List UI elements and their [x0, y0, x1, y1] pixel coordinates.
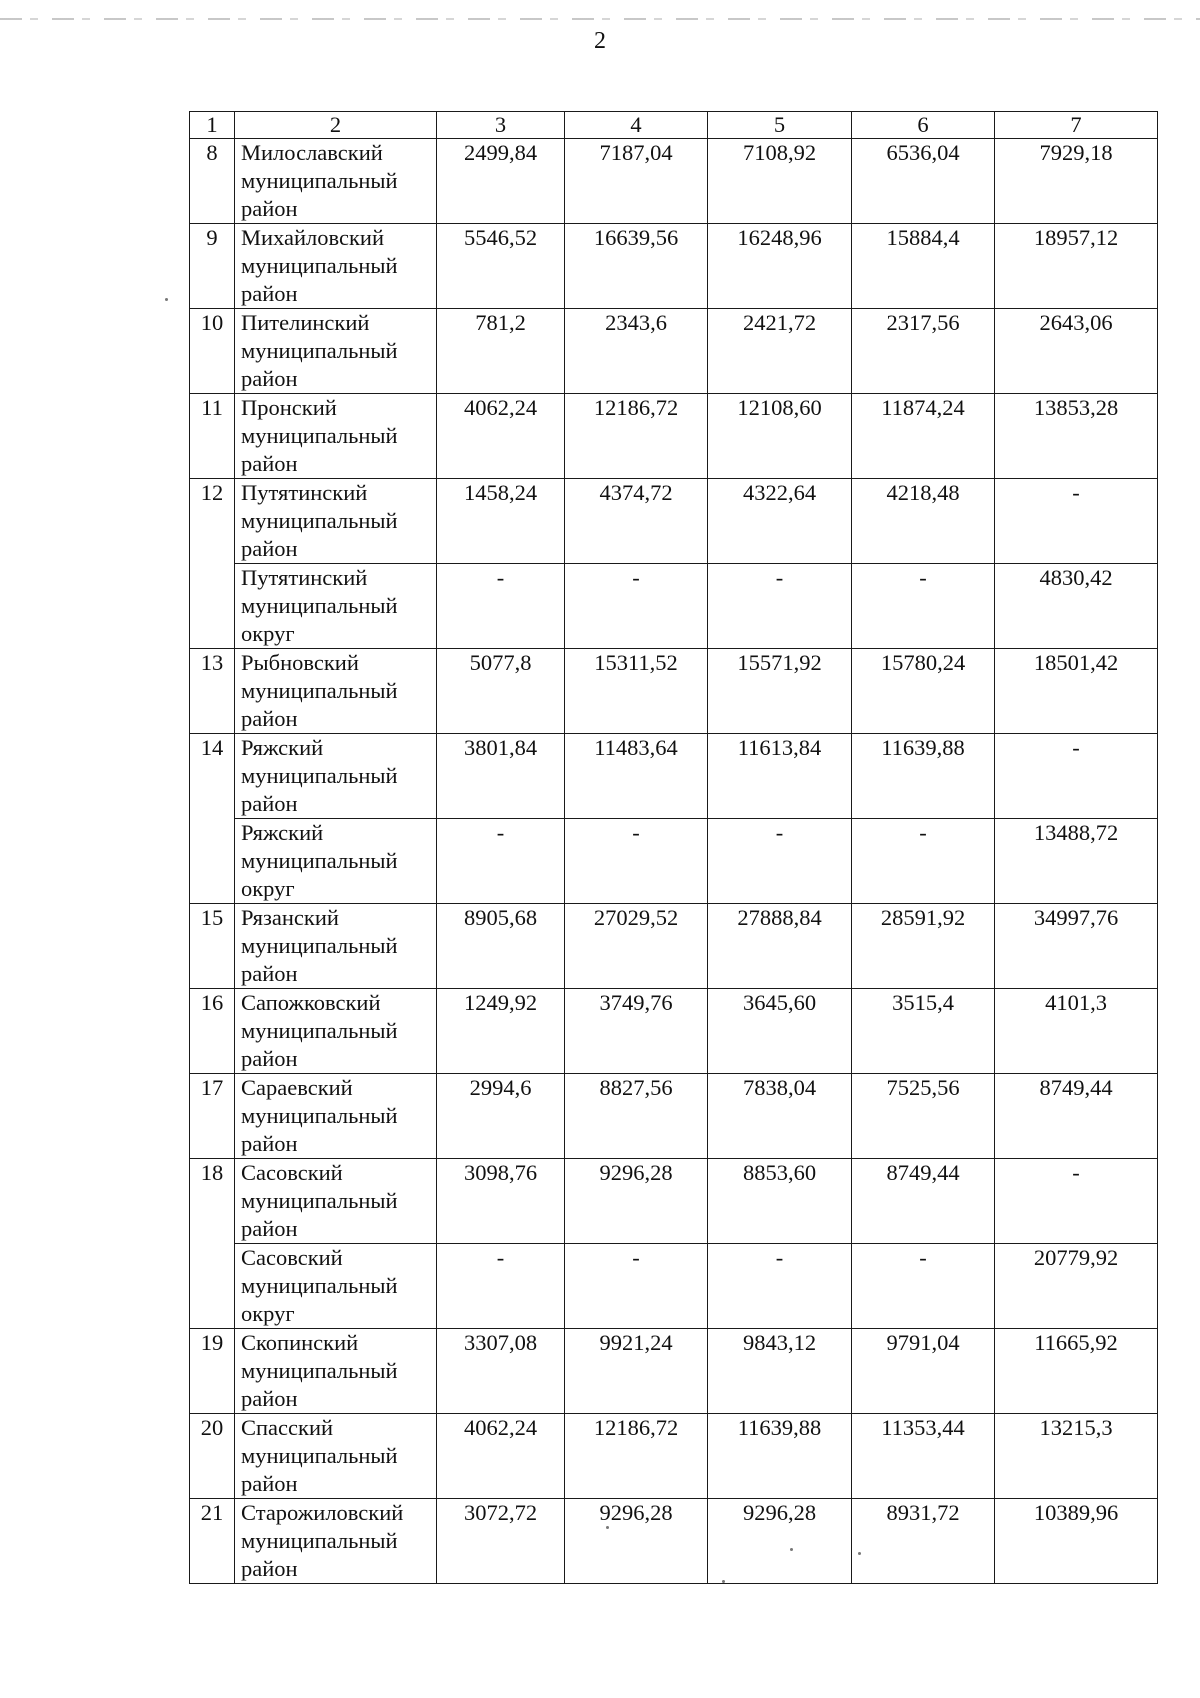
value-cell-col4: 12186,72 — [565, 1414, 708, 1499]
value-cell-col7: 13215,3 — [995, 1414, 1158, 1499]
value-cell-col4: 3749,76 — [565, 989, 708, 1074]
municipality-name-line: муниципальный — [241, 1528, 398, 1553]
row-number: 17 — [190, 1074, 235, 1159]
scan-speck — [606, 1526, 609, 1529]
municipality-name — [235, 819, 437, 904]
value-cell-col7: 7929,18 — [995, 139, 1158, 224]
municipality-name-line: муниципальный — [241, 1188, 398, 1213]
value-cell-col6: 28591,92 — [852, 904, 995, 989]
value-cell-col7: 2643,06 — [995, 309, 1158, 394]
value-cell-col5: 27888,84 — [708, 904, 852, 989]
value-cell-col4: - — [565, 1244, 708, 1329]
municipality-name-line: муниципальный — [241, 763, 398, 788]
value-cell-col7: 34997,76 — [995, 904, 1158, 989]
municipality-name — [235, 1244, 437, 1329]
value-cell-col7: - — [995, 1159, 1158, 1244]
value-cell-col6: 2317,56 — [852, 309, 995, 394]
municipality-name-line: Путятинский — [241, 480, 368, 505]
scan-speck — [722, 1580, 725, 1583]
value-cell-col3: 1458,24 — [437, 479, 565, 564]
table-row — [190, 394, 1158, 479]
row-number: 18 — [190, 1159, 235, 1329]
value-cell-col3: 8905,68 — [437, 904, 565, 989]
table-row — [190, 1499, 1158, 1584]
value-cell-col6: 6536,04 — [852, 139, 995, 224]
row-number: 16 — [190, 989, 235, 1074]
value-cell-col6: 7525,56 — [852, 1074, 995, 1159]
municipality-name-line: округ — [241, 621, 295, 646]
value-cell-col5: 16248,96 — [708, 224, 852, 309]
row-number: 10 — [190, 309, 235, 394]
row-number: 13 — [190, 649, 235, 734]
scan-speck — [858, 1552, 861, 1555]
municipality-name-line: муниципальный — [241, 848, 398, 873]
value-cell-col3: - — [437, 1244, 565, 1329]
municipality-name-line: Сасовский — [241, 1245, 343, 1270]
column-header: 4 — [565, 112, 708, 139]
value-cell-col7: 20779,92 — [995, 1244, 1158, 1329]
value-cell-col4: - — [565, 564, 708, 649]
value-cell-col3: 4062,24 — [437, 394, 565, 479]
value-cell-col4: 15311,52 — [565, 649, 708, 734]
municipality-name-line: муниципальный — [241, 253, 398, 278]
table-row — [190, 989, 1158, 1074]
municipality-name-line: Пителинский — [241, 310, 370, 335]
municipality-name-line: район — [241, 1386, 298, 1411]
municipality-name-line: район — [241, 791, 298, 816]
municipality-name — [235, 1329, 437, 1414]
table-row — [190, 904, 1158, 989]
row-number: 8 — [190, 139, 235, 224]
municipality-name-line: Милославский — [241, 140, 383, 165]
municipality-name — [235, 989, 437, 1074]
column-header: 6 — [852, 112, 995, 139]
value-cell-col7: 13853,28 — [995, 394, 1158, 479]
municipality-name-line: Сапожковский — [241, 990, 381, 1015]
table-header-row — [190, 112, 1158, 139]
value-cell-col5: 3645,60 — [708, 989, 852, 1074]
municipality-name-line: муниципальный — [241, 678, 398, 703]
table-body — [190, 112, 1158, 1584]
municipality-name-line: Путятинский — [241, 565, 368, 590]
municipality-name-line: Рязанский — [241, 905, 339, 930]
value-cell-col3: 5077,8 — [437, 649, 565, 734]
table-row — [190, 1074, 1158, 1159]
municipality-name-line: муниципальный — [241, 1358, 398, 1383]
municipality-name — [235, 394, 437, 479]
value-cell-col4: 9921,24 — [565, 1329, 708, 1414]
municipality-name-line: муниципальный — [241, 508, 398, 533]
value-cell-col6: - — [852, 564, 995, 649]
value-cell-col4: 2343,6 — [565, 309, 708, 394]
municipality-name-line: Старожиловский — [241, 1500, 404, 1525]
value-cell-col5: 7838,04 — [708, 1074, 852, 1159]
table-row — [190, 1159, 1158, 1244]
value-cell-col5: 11613,84 — [708, 734, 852, 819]
value-cell-col5: 9843,12 — [708, 1329, 852, 1414]
value-cell-col4: 7187,04 — [565, 139, 708, 224]
municipality-name-line: район — [241, 1471, 298, 1496]
column-header: 5 — [708, 112, 852, 139]
column-header: 2 — [235, 112, 437, 139]
municipality-name-line: район — [241, 366, 298, 391]
municipality-name — [235, 1499, 437, 1584]
table-row — [190, 309, 1158, 394]
municipality-name-line: район — [241, 536, 298, 561]
value-cell-col7: 18501,42 — [995, 649, 1158, 734]
table-row — [190, 139, 1158, 224]
municipality-name — [235, 1074, 437, 1159]
value-cell-col3: 4062,24 — [437, 1414, 565, 1499]
value-cell-col5: 9296,28 — [708, 1499, 852, 1584]
municipality-name-line: Михайловский — [241, 225, 384, 250]
value-cell-col5: - — [708, 564, 852, 649]
value-cell-col7: 4101,3 — [995, 989, 1158, 1074]
value-cell-col7: - — [995, 479, 1158, 564]
value-cell-col7: 11665,92 — [995, 1329, 1158, 1414]
table-row — [190, 1414, 1158, 1499]
municipality-name — [235, 309, 437, 394]
value-cell-col5: - — [708, 819, 852, 904]
row-number: 19 — [190, 1329, 235, 1414]
table-row — [190, 1244, 1158, 1329]
value-cell-col7: 13488,72 — [995, 819, 1158, 904]
value-cell-col5: 4322,64 — [708, 479, 852, 564]
value-cell-col6: 15780,24 — [852, 649, 995, 734]
value-cell-col7: 18957,12 — [995, 224, 1158, 309]
value-cell-col3: 1249,92 — [437, 989, 565, 1074]
value-cell-col3: 2499,84 — [437, 139, 565, 224]
value-cell-col6: 11353,44 — [852, 1414, 995, 1499]
value-cell-col7: - — [995, 734, 1158, 819]
value-cell-col3: 5546,52 — [437, 224, 565, 309]
value-cell-col5: 11639,88 — [708, 1414, 852, 1499]
value-cell-col6: 8749,44 — [852, 1159, 995, 1244]
table-row — [190, 734, 1158, 819]
value-cell-col4: 27029,52 — [565, 904, 708, 989]
value-cell-col4: 8827,56 — [565, 1074, 708, 1159]
value-cell-col3: - — [437, 564, 565, 649]
row-number: 21 — [190, 1499, 235, 1584]
value-cell-col3: 3801,84 — [437, 734, 565, 819]
value-cell-col6: 3515,4 — [852, 989, 995, 1074]
value-cell-col4: 9296,28 — [565, 1499, 708, 1584]
value-cell-col3: 781,2 — [437, 309, 565, 394]
value-cell-col5: 8853,60 — [708, 1159, 852, 1244]
municipality-name-line: район — [241, 706, 298, 731]
value-cell-col6: 11874,24 — [852, 394, 995, 479]
municipality-name-line: район — [241, 451, 298, 476]
municipality-name-line: Спасский — [241, 1415, 334, 1440]
value-cell-col4: 9296,28 — [565, 1159, 708, 1244]
row-number: 9 — [190, 224, 235, 309]
value-cell-col5: 2421,72 — [708, 309, 852, 394]
column-header: 7 — [995, 112, 1158, 139]
municipality-name-line: район — [241, 281, 298, 306]
value-cell-col5: - — [708, 1244, 852, 1329]
value-cell-col5: 7108,92 — [708, 139, 852, 224]
municipality-name-line: муниципальный — [241, 168, 398, 193]
municipality-name-line: Ряжский — [241, 735, 324, 760]
value-cell-col4: 12186,72 — [565, 394, 708, 479]
column-header: 3 — [437, 112, 565, 139]
row-number: 14 — [190, 734, 235, 904]
municipality-name-line: район — [241, 1131, 298, 1156]
municipality-name-line: округ — [241, 1301, 295, 1326]
value-cell-col4: 16639,56 — [565, 224, 708, 309]
value-cell-col6: - — [852, 1244, 995, 1329]
municipality-name-line: муниципальный — [241, 1273, 398, 1298]
scan-speck — [790, 1548, 793, 1551]
value-cell-col6: 15884,4 — [852, 224, 995, 309]
value-cell-col7: 8749,44 — [995, 1074, 1158, 1159]
municipality-name-line: район — [241, 1216, 298, 1241]
municipality-name-line: Ряжский — [241, 820, 324, 845]
municipality-name — [235, 1414, 437, 1499]
municipality-name-line: муниципальный — [241, 423, 398, 448]
table-row — [190, 1329, 1158, 1414]
municipality-name — [235, 734, 437, 819]
municipality-name — [235, 224, 437, 309]
municipality-name-line: муниципальный — [241, 338, 398, 363]
value-cell-col4: 11483,64 — [565, 734, 708, 819]
value-cell-col3: 3098,76 — [437, 1159, 565, 1244]
municipality-name-line: муниципальный — [241, 1443, 398, 1468]
row-number: 12 — [190, 479, 235, 649]
scan-artifact-line — [0, 18, 1200, 20]
municipality-name-line: муниципальный — [241, 933, 398, 958]
municipality-name-line: Сасовский — [241, 1160, 343, 1185]
municipality-name — [235, 139, 437, 224]
municipality-name-line: Сараевский — [241, 1075, 353, 1100]
municipality-name-line: район — [241, 1046, 298, 1071]
value-cell-col3: 2994,6 — [437, 1074, 565, 1159]
table-row — [190, 819, 1158, 904]
municipality-name-line: муниципальный — [241, 1018, 398, 1043]
value-cell-col5: 12108,60 — [708, 394, 852, 479]
value-cell-col4: 4374,72 — [565, 479, 708, 564]
table-row — [190, 649, 1158, 734]
value-cell-col6: - — [852, 819, 995, 904]
municipality-name — [235, 904, 437, 989]
value-cell-col3: 3072,72 — [437, 1499, 565, 1584]
column-header: 1 — [190, 112, 235, 139]
municipality-name — [235, 649, 437, 734]
municipality-name-line: Скопинский — [241, 1330, 359, 1355]
municipality-name — [235, 1159, 437, 1244]
value-cell-col6: 4218,48 — [852, 479, 995, 564]
page-number: 2 — [594, 28, 606, 54]
value-cell-col3: - — [437, 819, 565, 904]
municipality-name-line: округ — [241, 876, 295, 901]
data-table — [189, 111, 1158, 1584]
row-number: 15 — [190, 904, 235, 989]
municipality-name-line: Рыбновский — [241, 650, 359, 675]
table-row — [190, 564, 1158, 649]
table-row — [190, 479, 1158, 564]
value-cell-col6: 9791,04 — [852, 1329, 995, 1414]
value-cell-col6: 8931,72 — [852, 1499, 995, 1584]
value-cell-col3: 3307,08 — [437, 1329, 565, 1414]
municipality-name-line: муниципальный — [241, 1103, 398, 1128]
value-cell-col7: 10389,96 — [995, 1499, 1158, 1584]
municipality-name-line: район — [241, 1556, 298, 1581]
row-number: 20 — [190, 1414, 235, 1499]
municipality-name — [235, 479, 437, 564]
scan-speck — [165, 298, 168, 301]
value-cell-col4: - — [565, 819, 708, 904]
table-row — [190, 224, 1158, 309]
row-number: 11 — [190, 394, 235, 479]
municipality-name-line: Пронский — [241, 395, 337, 420]
value-cell-col5: 15571,92 — [708, 649, 852, 734]
municipality-name-line: район — [241, 196, 298, 221]
municipality-name — [235, 564, 437, 649]
municipality-name-line: муниципальный — [241, 593, 398, 618]
value-cell-col7: 4830,42 — [995, 564, 1158, 649]
municipality-name-line: район — [241, 961, 298, 986]
value-cell-col6: 11639,88 — [852, 734, 995, 819]
